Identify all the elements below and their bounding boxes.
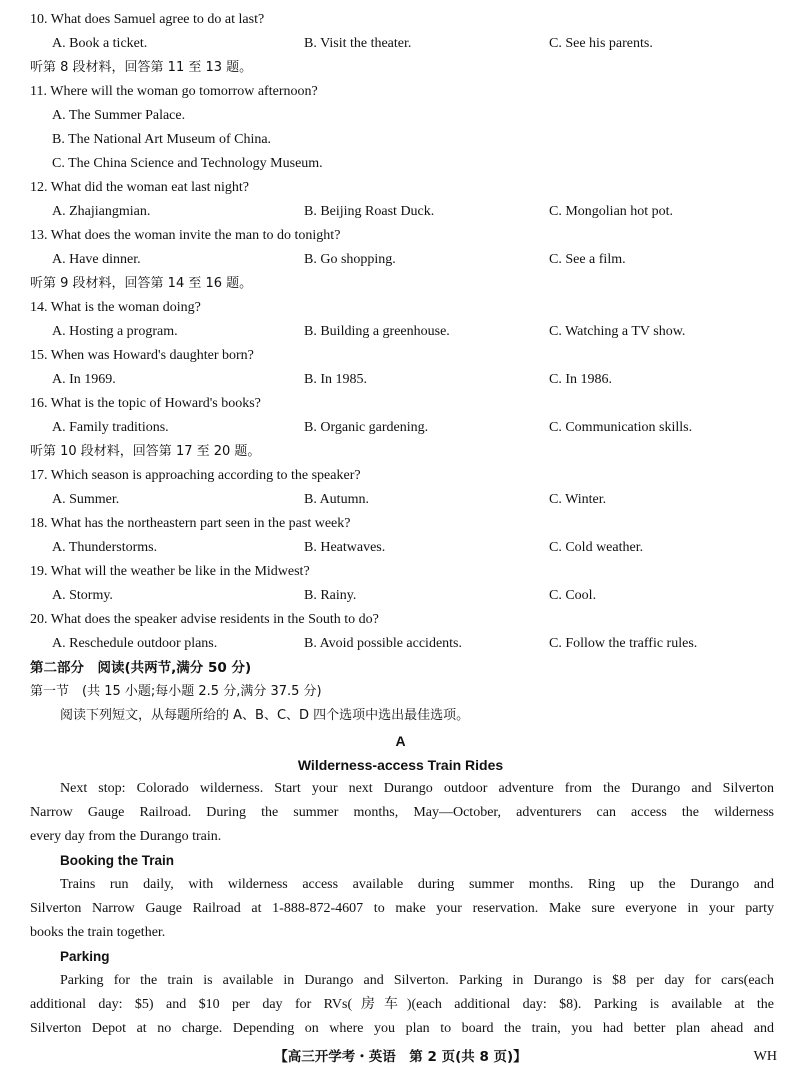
- option-a: A. In 1969.: [52, 372, 116, 387]
- option-b: B. Autumn.: [304, 492, 369, 507]
- option-c: C. See a film.: [549, 252, 626, 267]
- option-b: B. Organic gardening.: [304, 420, 429, 435]
- option-a: A. Summer.: [52, 492, 120, 507]
- option-b: B. Building a greenhouse.: [304, 324, 450, 339]
- paragraph-line: every day from the Durango train.: [30, 829, 222, 844]
- question-stem: 15. When was Howard's daughter born?: [30, 348, 254, 363]
- question-stem: 19. What will the weather be like in the Midwest?: [30, 564, 310, 579]
- section1-heading: 第一节 (共 15 小题;每小题 2.5 分,满分 37.5 分): [30, 684, 322, 699]
- subheading-parking: Parking: [60, 949, 110, 964]
- question-stem: 10. What does Samuel agree to do at last?: [30, 12, 265, 27]
- option-a: A. The Summer Palace.: [52, 108, 186, 123]
- question-stem: 13. What does the woman invite the man to do tonight?: [30, 228, 341, 243]
- paragraph-line: Silverton Depot at no charge. Depending on where you plan to board the train, you had better plan ahead and: [30, 1021, 774, 1036]
- paragraph-line: books the train together.: [30, 925, 166, 940]
- passage-title: Wilderness-access Train Rides: [297, 757, 504, 773]
- option-c: C. Cold weather.: [549, 540, 644, 555]
- question-stem: 17. Which season is approaching according to the speaker?: [30, 468, 361, 483]
- option-c: C. Follow the traffic rules.: [549, 636, 698, 651]
- listening-instruction: 听第 8 段材料，回答第 11 至 13 题。: [30, 60, 253, 75]
- option-a: A. Zhajiangmian.: [52, 204, 151, 219]
- question-stem: 18. What has the northeastern part seen in the past week?: [30, 516, 351, 531]
- option-c: C. Communication skills.: [549, 420, 693, 435]
- question-stem: 20. What does the speaker advise residents in the South to do?: [30, 612, 379, 627]
- paragraph-booking: [30, 873, 774, 945]
- option-c: C. Mongolian hot pot.: [549, 204, 674, 219]
- option-b: B. The National Art Museum of China.: [52, 132, 272, 147]
- option-a: A. Reschedule outdoor plans.: [52, 636, 218, 651]
- option-c: C. See his parents.: [549, 36, 653, 51]
- paragraph-line: Parking for the train is available in Durango and Silverton. Parking in Durango is $8 per day for cars(each: [60, 973, 774, 988]
- option-c: C. Cool.: [549, 588, 597, 603]
- paragraph-line: Trains run daily, with wilderness access available during summer months. Ring up the Durango and: [60, 877, 774, 892]
- paragraph-parking: [30, 969, 774, 1041]
- paragraph-line: Narrow Gauge Railroad. During the summer months, May—October, adventurers can access the wilderness: [30, 805, 774, 820]
- subheading-booking: Booking the Train: [60, 853, 175, 868]
- question-stem: 11. Where will the woman go tomorrow afternoon?: [30, 84, 318, 99]
- listening-instruction: 听第 10 段材料，回答第 17 至 20 题。: [30, 444, 261, 459]
- paragraph-line: Silverton Narrow Gauge Railroad at 1-888-872-4607 to make your reservation. Make sure everyone in your party: [30, 901, 774, 916]
- option-a: A. Family traditions.: [52, 420, 169, 435]
- part2-heading: 第二部分 阅读(共两节,满分 50 分): [30, 660, 252, 676]
- option-c: C. Winter.: [549, 492, 607, 507]
- option-c: C. Watching a TV show.: [549, 324, 686, 339]
- option-a: A. Stormy.: [52, 588, 113, 603]
- page-footer: 【高三开学考・英语 第 2 页(共 8 页)】: [274, 1049, 527, 1065]
- option-b: B. Beijing Roast Duck.: [304, 204, 435, 219]
- listening-instruction: 听第 9 段材料，回答第 14 至 16 题。: [30, 276, 253, 291]
- question-stem: 16. What is the topic of Howard's books?: [30, 396, 261, 411]
- option-b: B. Visit the theater.: [304, 36, 412, 51]
- footer-code: WH: [753, 1049, 777, 1064]
- passage-letter: A: [395, 733, 406, 749]
- reading-directions: 阅读下列短文，从每题所给的 A、B、C、D 四个选项中选出最佳选项。: [60, 708, 470, 723]
- question-stem: 12. What did the woman eat last night?: [30, 180, 250, 195]
- option-c: C. The China Science and Technology Museum.: [52, 156, 323, 171]
- option-a: A. Book a ticket.: [52, 36, 148, 51]
- option-a: A. Hosting a program.: [52, 324, 178, 339]
- question-stem: 14. What is the woman doing?: [30, 300, 201, 315]
- option-b: B. Rainy.: [304, 588, 357, 603]
- paragraph-line: Next stop: Colorado wilderness. Start your next Durango outdoor adventure from the Durango and Silverton: [60, 781, 774, 796]
- option-b: B. Heatwaves.: [304, 540, 386, 555]
- paragraph-line: additional day: $5) and $10 per day for RVs(房车)(each additional day: $8). Parking is available at the: [30, 997, 774, 1012]
- option-b: B. In 1985.: [304, 372, 367, 387]
- option-c: C. In 1986.: [549, 372, 612, 387]
- option-a: A. Thunderstorms.: [52, 540, 158, 555]
- option-a: A. Have dinner.: [52, 252, 141, 267]
- option-b: B. Go shopping.: [304, 252, 396, 267]
- option-b: B. Avoid possible accidents.: [304, 636, 462, 651]
- paragraph-intro: [30, 777, 774, 849]
